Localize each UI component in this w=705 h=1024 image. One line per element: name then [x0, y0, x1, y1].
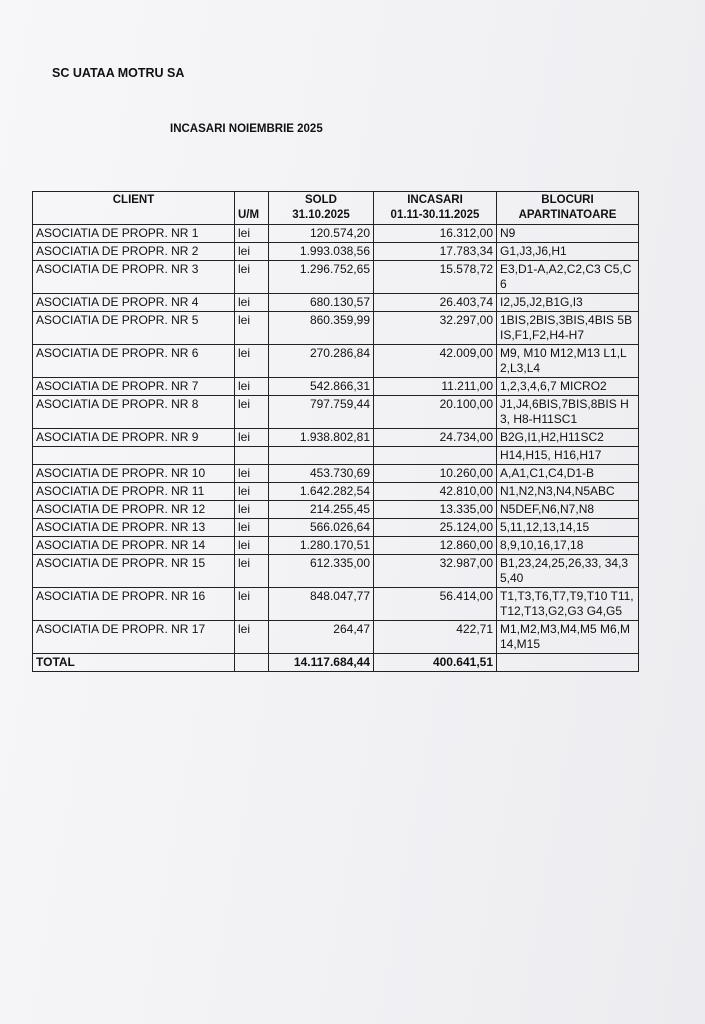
cell-sold: 120.574,20: [269, 225, 374, 243]
cell-incasari: 20.100,00: [374, 396, 497, 429]
cell-sold: 264,47: [269, 621, 374, 654]
cell-incasari: 42.009,00: [374, 345, 497, 378]
cell-client: ASOCIATIA DE PROPR. NR 15: [33, 555, 235, 588]
table-row: [33, 447, 639, 465]
table-row: [33, 225, 639, 243]
total-label: TOTAL: [33, 654, 235, 672]
cell-sold: 680.130,57: [269, 294, 374, 312]
cell-client: ASOCIATIA DE PROPR. NR 10: [33, 465, 235, 483]
total-sold: 14.117.684,44: [269, 654, 374, 672]
cell-incasari: 26.403,74: [374, 294, 497, 312]
cell-incasari: 25.124,00: [374, 519, 497, 537]
header-blocuri: [497, 192, 639, 225]
header-um: U/M: [235, 192, 269, 225]
cell-um: lei: [235, 261, 269, 294]
cell-um: lei: [235, 483, 269, 501]
cell-sold: 612.335,00: [269, 555, 374, 588]
cell-incasari: 13.335,00: [374, 501, 497, 519]
cell-blocuri: A,A1,C1,C4,D1-B: [497, 465, 639, 483]
cell-blocuri: I2,J5,J2,B1G,I3: [497, 294, 639, 312]
cell-um: lei: [235, 537, 269, 555]
cell-um: lei: [235, 243, 269, 261]
cell-blocuri: E3,D1-A,A2,C2,C3 C5,C6: [497, 261, 639, 294]
header-sold-line1: SOLD: [305, 194, 337, 206]
cell-um: lei: [235, 555, 269, 588]
total-um-cell: [235, 654, 269, 672]
cell-um: [235, 447, 269, 465]
cell-incasari: 12.860,00: [374, 537, 497, 555]
header-incasari-line2: 01.11-30.11.2025: [390, 209, 480, 221]
header-sold: [269, 192, 374, 225]
table-row: [33, 312, 639, 345]
table-body: [33, 225, 639, 654]
table-row: [33, 261, 639, 294]
document-title: INCASARI NOIEMBRIE 2025: [170, 123, 323, 135]
cell-client: ASOCIATIA DE PROPR. NR 8: [33, 396, 235, 429]
cell-client: ASOCIATIA DE PROPR. NR 12: [33, 501, 235, 519]
cell-incasari: 24.734,00: [374, 429, 497, 447]
cell-client: ASOCIATIA DE PROPR. NR 11: [33, 483, 235, 501]
cell-um: lei: [235, 345, 269, 378]
table-row: [33, 483, 639, 501]
cell-client: ASOCIATIA DE PROPR. NR 17: [33, 621, 235, 654]
cell-um: lei: [235, 429, 269, 447]
cell-um: lei: [235, 519, 269, 537]
header-sold-line2: 31.10.2025: [292, 209, 350, 221]
cell-client: ASOCIATIA DE PROPR. NR 13: [33, 519, 235, 537]
cell-blocuri: T1,T3,T6,T7,T9,T10 T11,T12,T13,G2,G3 G4,G5: [497, 588, 639, 621]
header-blocuri-line1: BLOCURI: [541, 194, 594, 206]
cell-blocuri: 8,9,10,16,17,18: [497, 537, 639, 555]
cell-sold: 566.026,64: [269, 519, 374, 537]
cell-client: ASOCIATIA DE PROPR. NR 2: [33, 243, 235, 261]
cell-client: ASOCIATIA DE PROPR. NR 3: [33, 261, 235, 294]
cell-sold: 453.730,69: [269, 465, 374, 483]
total-row: [33, 654, 639, 672]
cell-sold: 542.866,31: [269, 378, 374, 396]
cell-um: lei: [235, 396, 269, 429]
table-row: [33, 396, 639, 429]
cell-blocuri: M9, M10 M12,M13 L1,L2,L3,L4: [497, 345, 639, 378]
cell-sold: 860.359,99: [269, 312, 374, 345]
table-row: [33, 555, 639, 588]
cell-sold: 848.047,77: [269, 588, 374, 621]
cell-incasari: 16.312,00: [374, 225, 497, 243]
cell-incasari: 32.297,00: [374, 312, 497, 345]
cell-blocuri: N1,N2,N3,N4,N5ABC: [497, 483, 639, 501]
cell-sold: 1.938.802,81: [269, 429, 374, 447]
total-blocuri-cell: [497, 654, 639, 672]
table-header-row: [33, 192, 639, 225]
table-row: [33, 588, 639, 621]
cell-incasari: 15.578,72: [374, 261, 497, 294]
cell-client: ASOCIATIA DE PROPR. NR 9: [33, 429, 235, 447]
cell-incasari: 32.987,00: [374, 555, 497, 588]
cell-blocuri: N9: [497, 225, 639, 243]
cell-um: lei: [235, 501, 269, 519]
cell-incasari: 17.783,34: [374, 243, 497, 261]
cell-blocuri: 5,11,12,13,14,15: [497, 519, 639, 537]
cell-incasari: 42.810,00: [374, 483, 497, 501]
table-row: [33, 519, 639, 537]
cell-client: ASOCIATIA DE PROPR. NR 5: [33, 312, 235, 345]
table-row: [33, 294, 639, 312]
cell-sold: 214.255,45: [269, 501, 374, 519]
cell-blocuri: B2G,I1,H2,H11SC2: [497, 429, 639, 447]
cell-sold: 1.296.752,65: [269, 261, 374, 294]
cell-sold: 797.759,44: [269, 396, 374, 429]
cell-sold: 1.642.282,54: [269, 483, 374, 501]
cell-incasari: 11.211,00: [374, 378, 497, 396]
cell-sold: 270.286,84: [269, 345, 374, 378]
cell-blocuri: 1,2,3,4,6,7 MICRO2: [497, 378, 639, 396]
cell-blocuri: J1,J4,6BIS,7BIS,8BIS H3, H8-H11SC1: [497, 396, 639, 429]
table-row: [33, 378, 639, 396]
total-incasari: 400.641,51: [374, 654, 497, 672]
header-client: CLIENT: [33, 192, 235, 225]
cell-blocuri: H14,H15, H16,H17: [497, 447, 639, 465]
table-row: [33, 345, 639, 378]
cell-client: ASOCIATIA DE PROPR. NR 14: [33, 537, 235, 555]
cell-um: lei: [235, 621, 269, 654]
table-row: [33, 429, 639, 447]
table-row: [33, 243, 639, 261]
cell-client: ASOCIATIA DE PROPR. NR 7: [33, 378, 235, 396]
table-row: [33, 621, 639, 654]
cell-client: ASOCIATIA DE PROPR. NR 4: [33, 294, 235, 312]
header-blocuri-line2: APARTINATOARE: [518, 209, 617, 221]
cell-blocuri: M1,M2,M3,M4,M5 M6,M14,M15: [497, 621, 639, 654]
cell-incasari: 56.414,00: [374, 588, 497, 621]
table-row: [33, 537, 639, 555]
cell-sold: 1.993.038,56: [269, 243, 374, 261]
cell-um: lei: [235, 465, 269, 483]
receipts-table: [32, 191, 639, 672]
cell-um: lei: [235, 294, 269, 312]
cell-client: [33, 447, 235, 465]
table-row: [33, 465, 639, 483]
cell-blocuri: G1,J3,J6,H1: [497, 243, 639, 261]
header-incasari: [374, 192, 497, 225]
cell-um: lei: [235, 312, 269, 345]
cell-um: lei: [235, 225, 269, 243]
table-row: [33, 501, 639, 519]
cell-sold: 1.280.170,51: [269, 537, 374, 555]
cell-sold: [269, 447, 374, 465]
cell-client: ASOCIATIA DE PROPR. NR 6: [33, 345, 235, 378]
cell-incasari: 10.260,00: [374, 465, 497, 483]
cell-client: ASOCIATIA DE PROPR. NR 16: [33, 588, 235, 621]
cell-um: lei: [235, 588, 269, 621]
cell-um: lei: [235, 378, 269, 396]
cell-incasari: [374, 447, 497, 465]
header-incasari-line1: INCASARI: [407, 194, 463, 206]
cell-blocuri: 1BIS,2BIS,3BIS,4BIS 5BIS,F1,F2,H4-H7: [497, 312, 639, 345]
cell-blocuri: N5DEF,N6,N7,N8: [497, 501, 639, 519]
cell-blocuri: B1,23,24,25,26,33, 34,35,40: [497, 555, 639, 588]
cell-client: ASOCIATIA DE PROPR. NR 1: [33, 225, 235, 243]
company-name: SC UATAA MOTRU SA: [52, 66, 185, 80]
cell-incasari: 422,71: [374, 621, 497, 654]
